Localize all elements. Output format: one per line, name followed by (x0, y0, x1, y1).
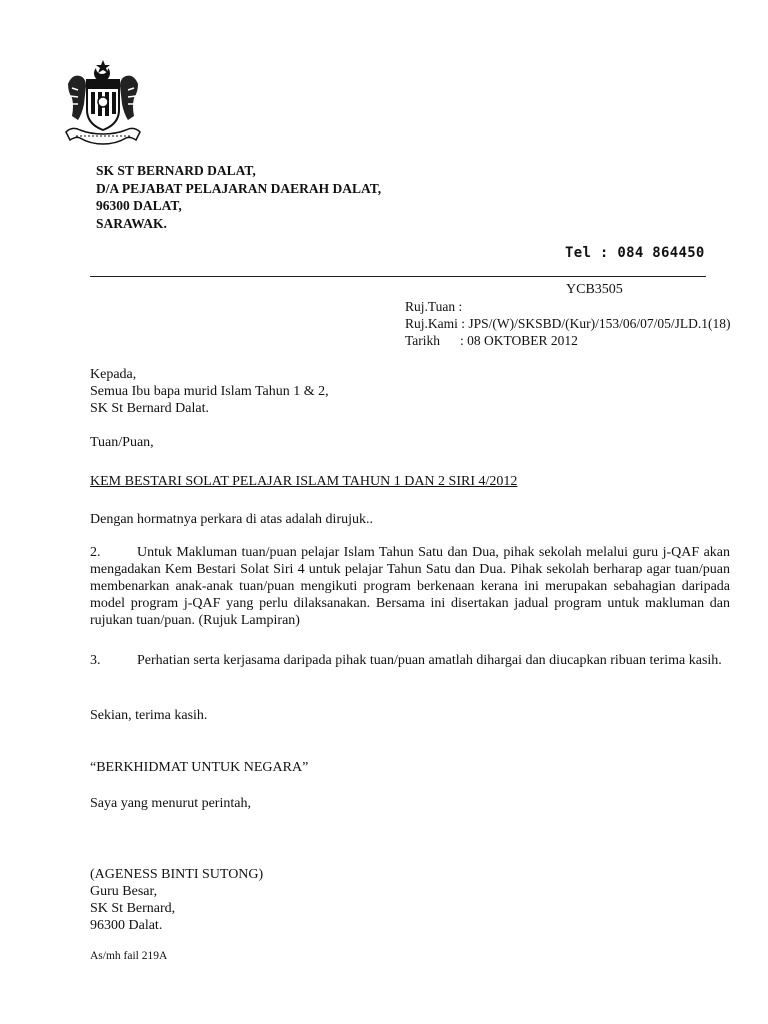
tarikh-value: : 08 OKTOBER 2012 (460, 333, 578, 348)
opening-line: Dengan hormatnya perkara di atas adalah dirujuk.. (90, 512, 374, 527)
reference-code: YCB3505 (566, 282, 623, 297)
signatory-school: SK St Bernard, (90, 901, 176, 916)
subject-wrapper (90, 473, 730, 490)
paragraph-text: Untuk Makluman tuan/puan pelajar Islam Tahun Satu dan Dua, pihak sekolah melalui guru j-QAF akan mengadakan Kem Bestari Solat Siri 4 untuk pelajar Tahun Satu dan Dua. Pihak sekolah berharap agar tuan/puan membenarkan anak-anak tuan/puan mengikuti program berkenaan kerana ini merupakan sebahagian daripada model program j-QAF yang perlu dilaksanakan. Bersama ini disertakan jadual program untuk makluman dan rujukan tuan/puan. (Rujuk Lampiran) (90, 545, 730, 628)
signatory-postcode: 96300 Dalat. (90, 918, 163, 933)
paragraph-text: Perhatian serta kerjasama daripada pihak tuan/puan amatlah dihargai dan diucapkan ribuan terima kasih. (137, 653, 722, 668)
signatory-title: Guru Besar, (90, 884, 158, 899)
recipient-block (90, 366, 730, 417)
signatory-name: (AGENESS BINTI SUTONG) (90, 867, 264, 882)
order-line: Saya yang menurut perintah, (90, 796, 251, 811)
address-line: SARAWAK. (96, 215, 167, 231)
address-line: 96300 DALAT, (96, 198, 182, 213)
recipient-line: Kepada, (90, 367, 137, 382)
paragraph-3 (90, 652, 730, 669)
paragraph-number: 3. (90, 653, 101, 668)
paragraph-2 (90, 544, 730, 629)
salutation: Tuan/Puan, (90, 435, 154, 450)
telephone-number: Tel : 084 864450 (565, 245, 705, 261)
address-line: D/A PEJABAT PELAJARAN DAERAH DALAT, (96, 180, 382, 196)
paragraph-number: 2. (90, 545, 101, 560)
file-reference: As/mh fail 219A (90, 950, 168, 962)
closing-line: Sekian, terima kasih. (90, 708, 208, 723)
tarikh-label: Tarikh (405, 333, 441, 348)
school-address (96, 162, 381, 232)
motto: “BERKHIDMAT UNTUK NEGARA” (90, 760, 309, 775)
ruj-kami: Ruj.Kami : JPS/(W)/SKSBD/(Kur)/153/06/07/05/JLD.1(18) (405, 316, 731, 331)
ruj-tuan: Ruj.Tuan : (405, 299, 463, 314)
signature-block (90, 866, 730, 934)
address-line: SK ST BERNARD DALAT, (96, 163, 256, 178)
recipient-line: Semua Ibu bapa murid Islam Tahun 1 & 2, (90, 384, 329, 399)
recipient-line: SK St Bernard Dalat. (90, 401, 209, 416)
coat-of-arms-logo (62, 58, 144, 150)
letter-subject: KEM BESTARI SOLAT PELAJAR ISLAM TAHUN 1 DAN 2 SIRI 4/2012 (90, 474, 518, 489)
reference-block (405, 298, 731, 349)
letterhead-divider (90, 276, 706, 277)
tarikh-row (405, 332, 731, 349)
